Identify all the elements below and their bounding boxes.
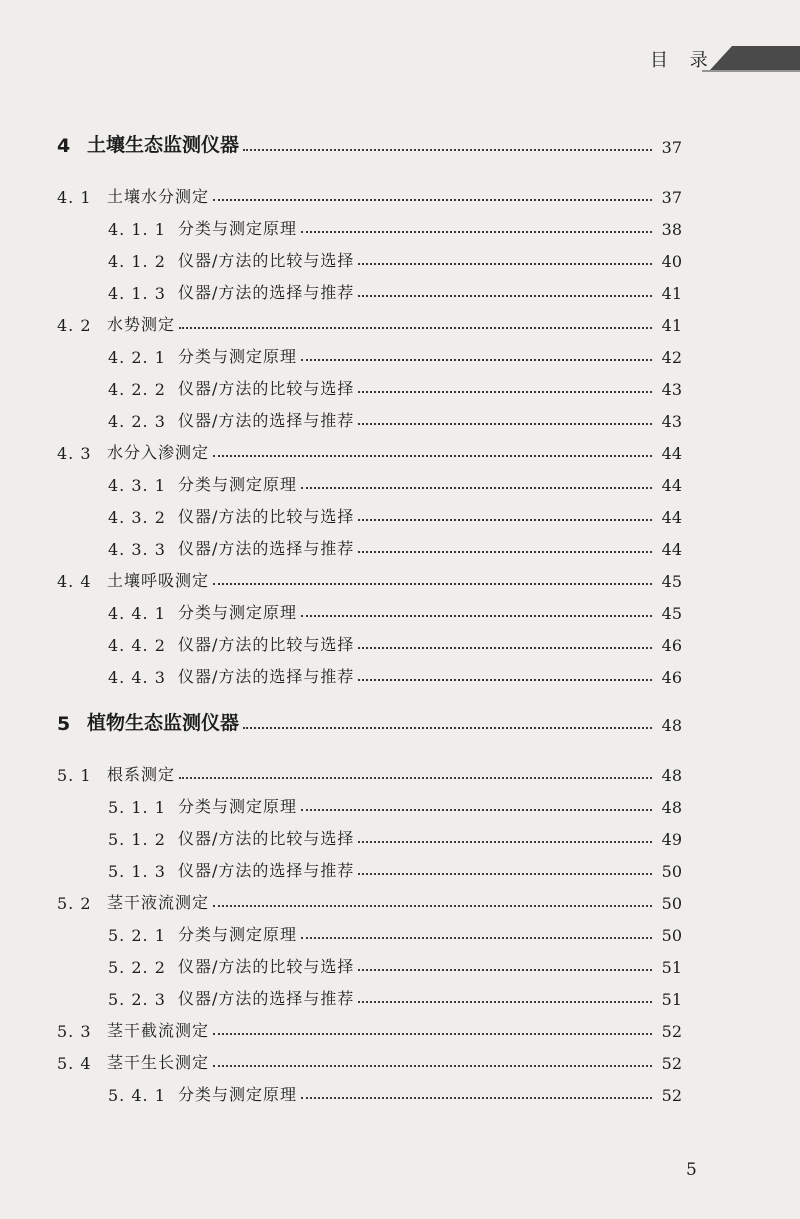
toc-entry-number: 5. 2	[57, 894, 92, 913]
toc-subsection-entry	[108, 277, 682, 303]
toc-entry-page: 38	[661, 220, 682, 239]
toc-subsection-entry	[108, 341, 682, 367]
toc-entry-title: 仪器/方法的比较与选择	[178, 379, 355, 398]
toc-section-entry	[57, 759, 682, 785]
toc-leader-dots	[301, 615, 652, 617]
toc-leader-dots	[358, 679, 652, 681]
toc-entry-page: 41	[661, 316, 682, 335]
toc-entry-page: 43	[661, 380, 682, 399]
toc-entry-title: 分类与测定原理	[178, 925, 298, 944]
toc-entry-number: 4. 4. 1	[108, 604, 166, 623]
toc-entry-page: 40	[661, 252, 682, 271]
toc-section-entry	[57, 181, 682, 207]
toc-subsection-entry	[108, 373, 682, 399]
toc-entry-page: 52	[661, 1054, 682, 1073]
toc-entry-page: 48	[661, 798, 682, 817]
toc-entry-number: 4. 2. 2	[108, 380, 166, 399]
toc-leader-dots	[243, 727, 652, 729]
toc-entry-number: 5. 1. 3	[108, 862, 166, 881]
toc-subsection-entry	[108, 1079, 682, 1105]
toc-subsection-entry	[108, 597, 682, 623]
toc-leader-dots	[301, 809, 652, 811]
toc-leader-dots	[358, 519, 652, 521]
toc-entry-title: 分类与测定原理	[178, 347, 298, 366]
toc-entry-number: 5. 4. 1	[108, 1086, 166, 1105]
toc-section-entry	[57, 565, 682, 591]
toc-entry-title: 仪器/方法的比较与选择	[178, 507, 355, 526]
toc-chapter-entry	[57, 131, 682, 157]
toc-entry-title: 仪器/方法的选择与推荐	[178, 283, 355, 302]
toc-entry-page: 46	[661, 668, 682, 687]
toc-entry-title: 水势测定	[107, 315, 176, 334]
toc-entry-page: 41	[661, 284, 682, 303]
toc-entry-number: 5. 1. 2	[108, 830, 166, 849]
toc-section-entry	[57, 1047, 682, 1073]
toc-entry-title: 植物生态监测仪器	[87, 712, 240, 734]
running-header-title: 目 录	[650, 50, 716, 71]
toc-subsection-entry	[108, 501, 682, 527]
toc-entry-page: 44	[661, 540, 682, 559]
toc-section-entry	[57, 887, 682, 913]
toc-entry-title: 土壤生态监测仪器	[87, 134, 240, 156]
toc-entry-title: 仪器/方法的比较与选择	[178, 635, 355, 654]
toc-subsection-entry	[108, 629, 682, 655]
toc-entry-title: 仪器/方法的选择与推荐	[178, 539, 355, 558]
toc-entry-title: 仪器/方法的比较与选择	[178, 251, 355, 270]
toc-subsection-entry	[108, 983, 682, 1009]
toc-entry-page: 44	[661, 508, 682, 527]
toc-chapter-entry	[57, 709, 682, 735]
toc-leader-dots	[213, 199, 652, 201]
toc-entry-page: 46	[661, 636, 682, 655]
toc-leader-dots	[243, 149, 652, 151]
toc-entry-number: 4. 4	[57, 572, 92, 591]
toc-leader-dots	[213, 905, 652, 907]
toc-entry-number: 5. 3	[57, 1022, 92, 1041]
toc-entry-page: 45	[661, 572, 682, 591]
toc-entry-title: 根系测定	[107, 765, 176, 784]
toc-leader-dots	[301, 937, 652, 939]
toc-leader-dots	[213, 1065, 652, 1067]
toc-entry-page: 37	[661, 188, 682, 207]
toc-entry-number: 4. 3. 3	[108, 540, 166, 559]
toc-entry-page: 45	[661, 604, 682, 623]
toc-entry-title: 水分入渗测定	[107, 443, 210, 462]
toc-entry-number: 4. 4. 2	[108, 636, 166, 655]
toc-entry-number: 4	[57, 135, 71, 157]
toc-entry-number: 5. 2. 1	[108, 926, 166, 945]
toc-subsection-entry	[108, 951, 682, 977]
toc-leader-dots	[179, 327, 652, 329]
toc-entry-title: 分类与测定原理	[178, 797, 298, 816]
toc-entry-number: 4. 2	[57, 316, 92, 335]
toc-leader-dots	[301, 359, 652, 361]
toc-subsection-entry	[108, 661, 682, 687]
toc-entry-title: 分类与测定原理	[178, 1085, 298, 1104]
toc-entry-number: 4. 4. 3	[108, 668, 166, 687]
toc-subsection-entry	[108, 791, 682, 817]
toc-entry-page: 52	[661, 1086, 682, 1105]
toc-entry-page: 48	[661, 716, 682, 735]
toc-entry-title: 仪器/方法的选择与推荐	[178, 411, 355, 430]
toc-entry-number: 4. 1. 1	[108, 220, 166, 239]
toc-entry-title: 仪器/方法的选择与推荐	[178, 861, 355, 880]
toc-entry-page: 50	[661, 926, 682, 945]
toc-section-entry	[57, 309, 682, 335]
toc-entry-number: 4. 2. 3	[108, 412, 166, 431]
toc-entry-page: 37	[661, 138, 682, 157]
toc-leader-dots	[358, 423, 652, 425]
toc-entry-page: 50	[661, 862, 682, 881]
toc-entry-number: 5. 1. 1	[108, 798, 166, 817]
toc-entry-title: 分类与测定原理	[178, 603, 298, 622]
toc-entry-title: 分类与测定原理	[178, 219, 298, 238]
toc-entry-title: 仪器/方法的比较与选择	[178, 829, 355, 848]
toc-entry-title: 仪器/方法的选择与推荐	[178, 667, 355, 686]
toc-entry-page: 49	[661, 830, 682, 849]
toc-leader-dots	[358, 391, 652, 393]
toc-leader-dots	[179, 777, 652, 779]
page-number: 5	[686, 1160, 697, 1180]
toc-subsection-entry	[108, 823, 682, 849]
toc-entry-number: 4. 1	[57, 188, 92, 207]
toc-leader-dots	[358, 263, 652, 265]
toc-leader-dots	[301, 231, 652, 233]
toc-leader-dots	[213, 1033, 652, 1035]
toc-leader-dots	[213, 583, 652, 585]
toc-leader-dots	[213, 455, 652, 457]
toc-section-entry	[57, 437, 682, 463]
toc-entry-number: 4. 3. 1	[108, 476, 166, 495]
toc-entry-title: 茎干截流测定	[107, 1021, 210, 1040]
toc-section-entry	[57, 1015, 682, 1041]
toc-entry-page: 43	[661, 412, 682, 431]
toc-entry-title: 茎干液流测定	[107, 893, 210, 912]
toc-entry-title: 土壤水分测定	[107, 187, 210, 206]
toc-subsection-entry	[108, 213, 682, 239]
toc-entry-title: 分类与测定原理	[178, 475, 298, 494]
toc-subsection-entry	[108, 919, 682, 945]
toc-entry-page: 42	[661, 348, 682, 367]
toc-entry-page: 51	[661, 958, 682, 977]
toc-entry-title: 仪器/方法的比较与选择	[178, 957, 355, 976]
toc-entry-number: 4. 1. 2	[108, 252, 166, 271]
toc-entry-number: 4. 1. 3	[108, 284, 166, 303]
toc-leader-dots	[301, 487, 652, 489]
toc-entry-number: 5. 4	[57, 1054, 92, 1073]
toc-leader-dots	[358, 969, 652, 971]
toc-entry-page: 50	[661, 894, 682, 913]
toc-entry-number: 5. 2. 3	[108, 990, 166, 1009]
toc-entry-title: 茎干生长测定	[107, 1053, 210, 1072]
toc-entry-page: 51	[661, 990, 682, 1009]
toc-leader-dots	[358, 873, 652, 875]
toc-subsection-entry	[108, 533, 682, 559]
toc-entry-number: 5. 2. 2	[108, 958, 166, 977]
toc-entry-number: 4. 3. 2	[108, 508, 166, 527]
toc-entry-page: 48	[661, 766, 682, 785]
toc-subsection-entry	[108, 855, 682, 881]
toc-entry-number: 4. 2. 1	[108, 348, 166, 367]
toc-leader-dots	[358, 551, 652, 553]
toc-leader-dots	[301, 1097, 652, 1099]
toc-entry-title: 仪器/方法的选择与推荐	[178, 989, 355, 1008]
toc-subsection-entry	[108, 469, 682, 495]
toc-leader-dots	[358, 647, 652, 649]
toc-entry-number: 5. 1	[57, 766, 92, 785]
toc-leader-dots	[358, 295, 652, 297]
toc-entry-page: 44	[661, 444, 682, 463]
toc-subsection-entry	[108, 245, 682, 271]
toc-entry-title: 土壤呼吸测定	[107, 571, 210, 590]
toc-entry-number: 4. 3	[57, 444, 92, 463]
toc-leader-dots	[358, 841, 652, 843]
toc-entry-page: 44	[661, 476, 682, 495]
header-tab-decoration	[702, 44, 800, 72]
toc-entry-number: 5	[57, 713, 71, 735]
toc-leader-dots	[358, 1001, 652, 1003]
toc-subsection-entry	[108, 405, 682, 431]
toc-entry-page: 52	[661, 1022, 682, 1041]
